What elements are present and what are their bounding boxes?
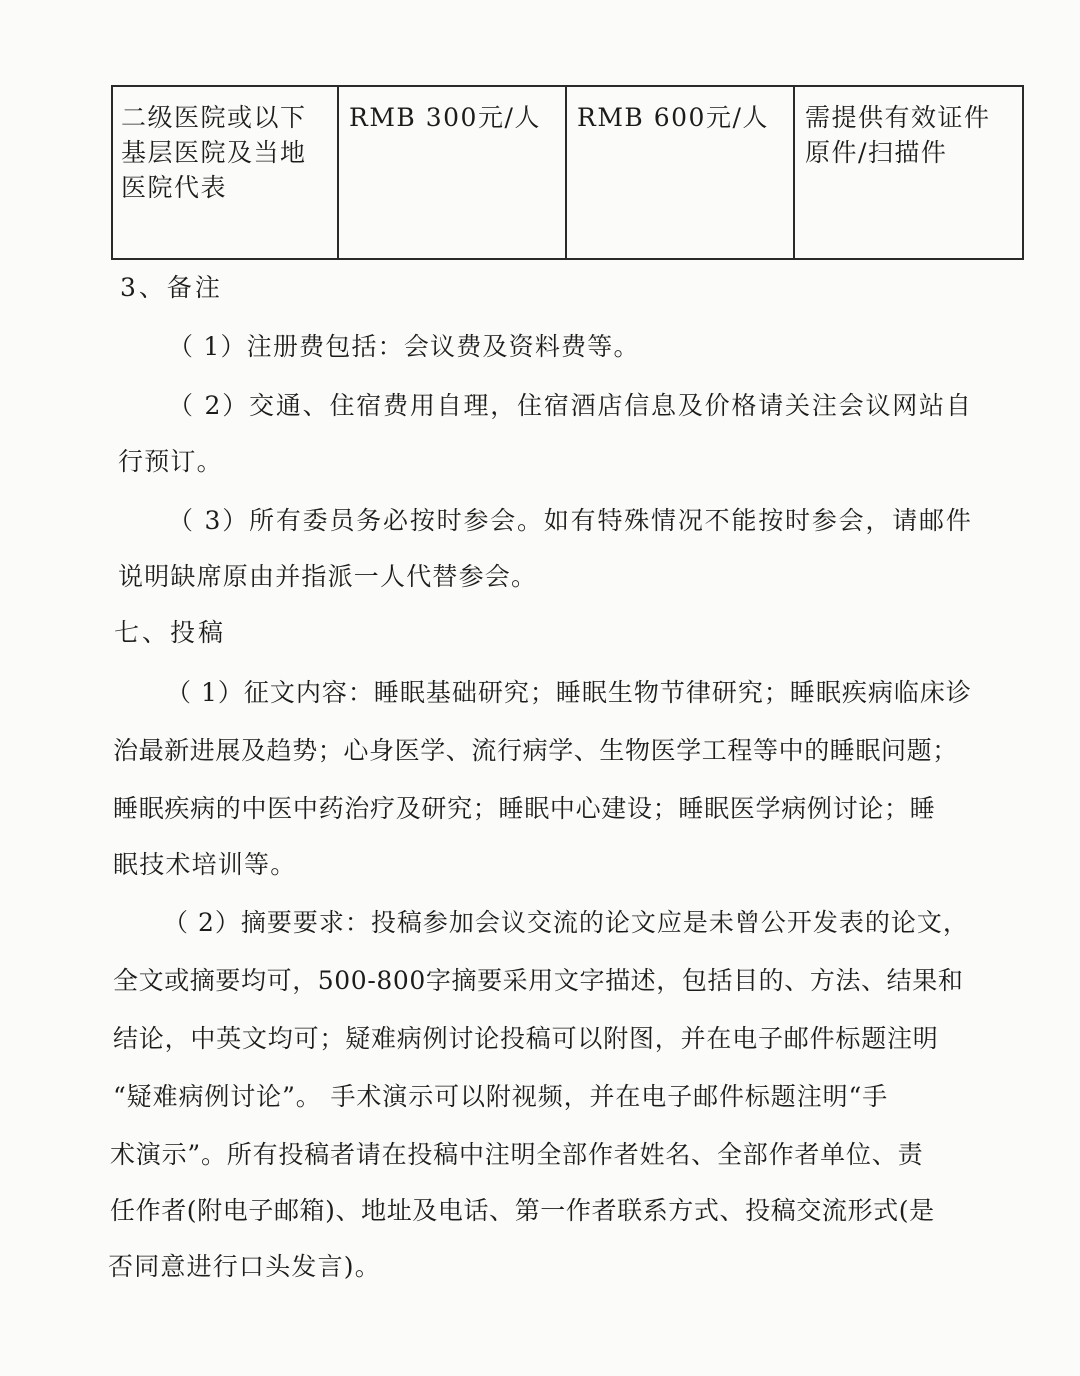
note-line: 原件/扫描件: [805, 138, 948, 167]
submission-1-line: 眠技术培训等。: [113, 850, 297, 879]
remark-1-line: （ 1）注册费包括：会议费及资料费等。: [168, 332, 640, 361]
submission-2-line: （ 2）摘要要求：投稿参加会议交流的论文应是未曾公开发表的论文，: [163, 908, 969, 937]
category-line: 基层医院及当地: [121, 138, 307, 167]
submission-2-line: 结论，中英文均可；疑难病例讨论投稿可以附图，并在电子邮件标题注明: [113, 1024, 939, 1053]
category-line: 医院代表: [121, 173, 228, 202]
note-cell: [794, 86, 1023, 259]
remark-2-line: 行预订。: [118, 447, 223, 476]
submission-1-line: 治最新进展及趋势；心身医学、流行病学、生物医学工程等中的睡眠问题；: [113, 736, 958, 765]
remark-3-line: 说明缺席原由并指派一人代替参会。: [118, 562, 538, 591]
onsite-fee-value: RMB 600元/人: [577, 103, 769, 132]
submission-2-line: 任作者(附电子邮箱)、地址及电话、第一作者联系方式、投稿交流形式(是: [110, 1196, 935, 1225]
submission-2-line: 全文或摘要均可，500-800字摘要采用文字描述，包括目的、方法、结果和: [113, 966, 964, 995]
early-fee-value: RMB 300元/人: [349, 103, 541, 132]
remark-2-line: （ 2）交通、住宿费用自理，住宿酒店信息及价格请关注会议网站自: [168, 391, 973, 420]
submission-2-line: “疑难病例讨论”。 手术演示可以附视频，并在电子邮件标题注明“手: [113, 1082, 889, 1111]
note-line: 需提供有效证件: [805, 103, 991, 132]
submission-heading: 七、投稿: [114, 618, 227, 647]
remarks-heading: 3、备注: [120, 273, 223, 302]
category-cell: [112, 86, 338, 259]
submission-2-line: 术演示”。所有投稿者请在投稿中注明全部作者姓名、全部作者单位、责: [110, 1140, 924, 1169]
submission-1-line: 睡眠疾病的中医中药治疗及研究；睡眠中心建设；睡眠医学病例讨论；睡: [113, 794, 936, 823]
category-line: 二级医院或以下: [121, 103, 307, 132]
submission-2-line: 否同意进行口头发言)。: [108, 1252, 381, 1281]
fee-table: [111, 85, 1024, 260]
table-row: [112, 86, 1023, 259]
submission-1-line: （ 1）征文内容：睡眠基础研究；睡眠生物节律研究；睡眠疾病临床诊: [166, 678, 972, 707]
remark-3-line: （ 3）所有委员务必按时参会。如有特殊情况不能按时参会，请邮件: [168, 506, 973, 535]
early-fee-cell: [338, 86, 566, 259]
onsite-fee-cell: [566, 86, 794, 259]
